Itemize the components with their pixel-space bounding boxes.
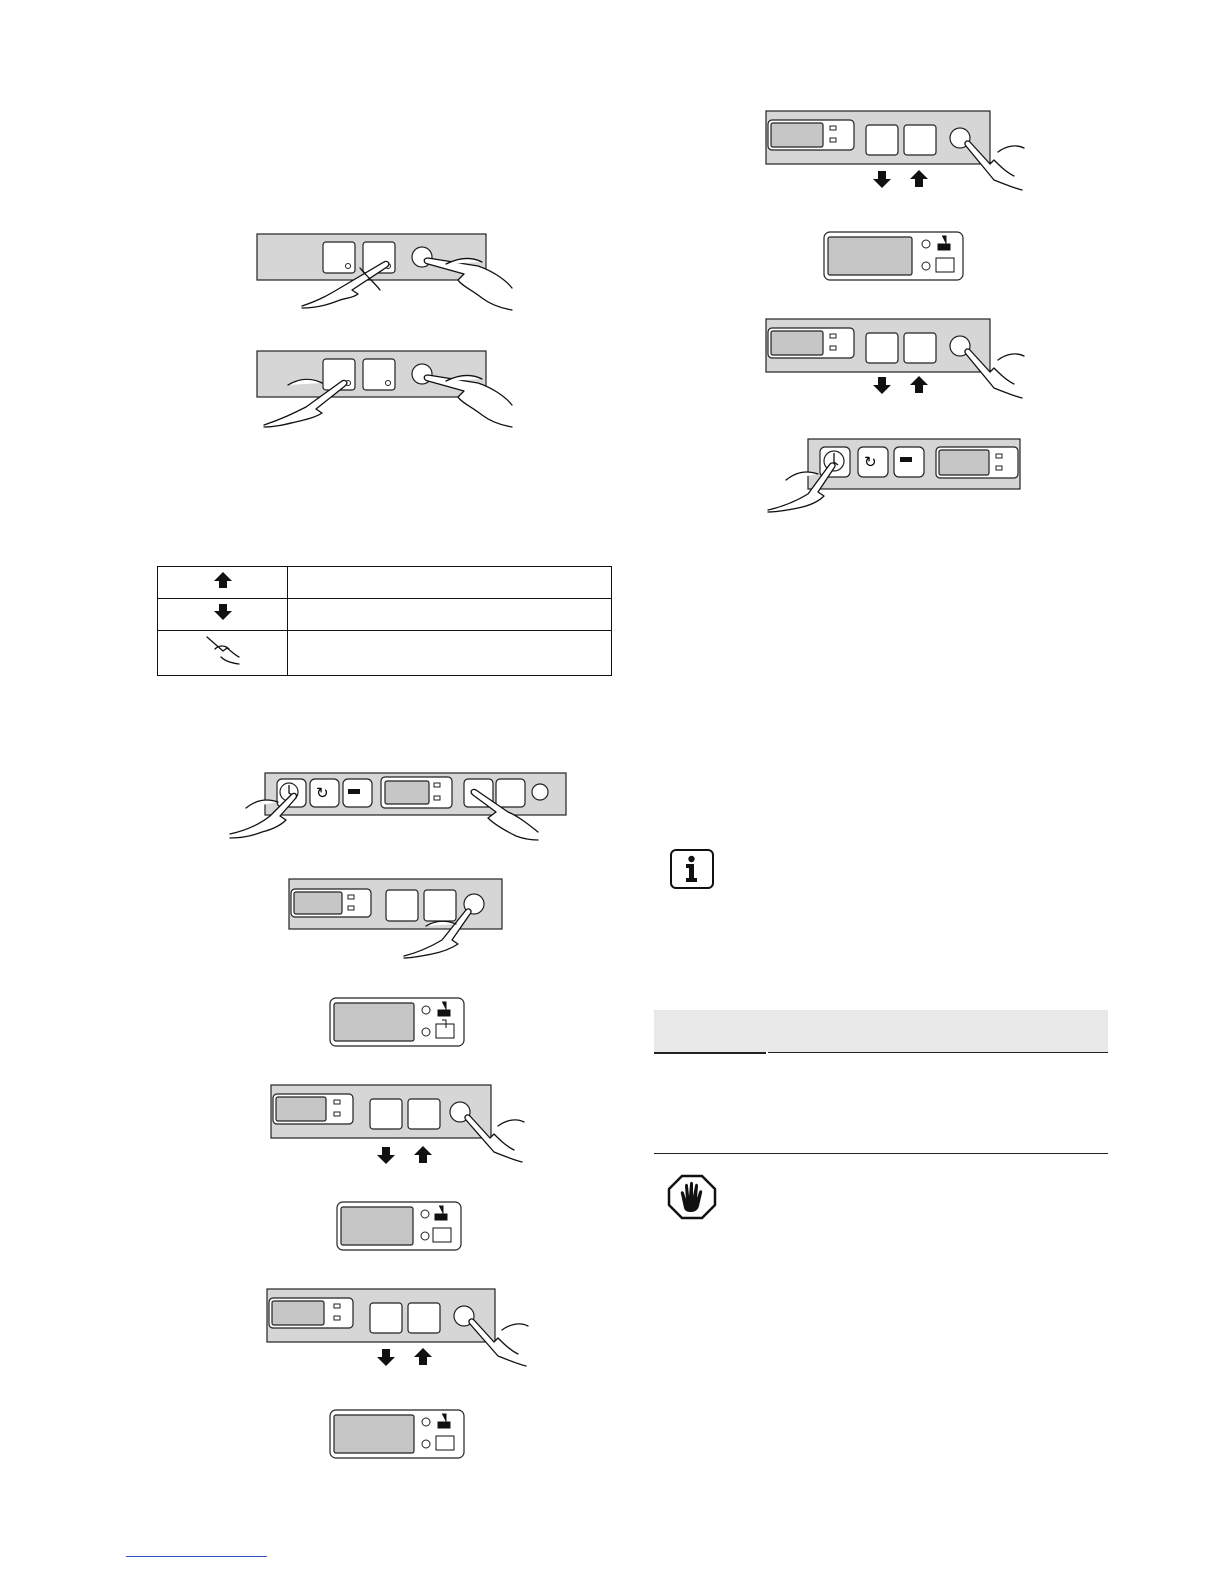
legend-row — [158, 631, 612, 676]
figure-timer-button-press — [764, 436, 1026, 518]
table-header-rule-right — [768, 1052, 1108, 1053]
legend-text-cell — [288, 631, 612, 676]
table-bottom-rule — [654, 1153, 1108, 1154]
info-icon — [670, 849, 714, 889]
figure-display-panel-press — [286, 876, 516, 966]
figure-panel-arrows-1 — [268, 1082, 528, 1172]
stop-hand-icon — [667, 1174, 717, 1220]
figure-panel-arrows-4 — [764, 316, 1026, 406]
table-header-band — [654, 1010, 1108, 1052]
figure-display-module-4 — [822, 230, 967, 284]
press-finger-icon — [203, 633, 243, 669]
up-arrow-icon — [213, 570, 233, 590]
legend-symbol-cell — [158, 567, 288, 599]
figure-panel-arrows-2 — [264, 1286, 530, 1376]
figure-two-hand-press-2 — [250, 345, 530, 435]
figure-panel-arrows-3 — [764, 108, 1026, 198]
figure-display-module-1 — [328, 996, 468, 1050]
figure-display-module-3 — [328, 1408, 468, 1462]
table-header-rule-left — [654, 1052, 766, 1054]
legend-symbol-cell — [158, 631, 288, 676]
symbol-legend-table — [157, 566, 612, 676]
down-arrow-icon — [213, 602, 233, 622]
legend-row — [158, 567, 612, 599]
figure-full-panel-two-hands — [222, 768, 572, 848]
figure-display-module-2 — [335, 1200, 465, 1254]
legend-text-cell — [288, 567, 612, 599]
figure-two-hand-press-1 — [250, 228, 530, 318]
legend-symbol-cell — [158, 599, 288, 631]
footer-link-underline[interactable] — [126, 1556, 267, 1557]
legend-row — [158, 599, 612, 631]
svg-text:↻: ↻ — [864, 453, 877, 471]
legend-text-cell — [288, 599, 612, 631]
svg-text:↻: ↻ — [316, 784, 329, 802]
